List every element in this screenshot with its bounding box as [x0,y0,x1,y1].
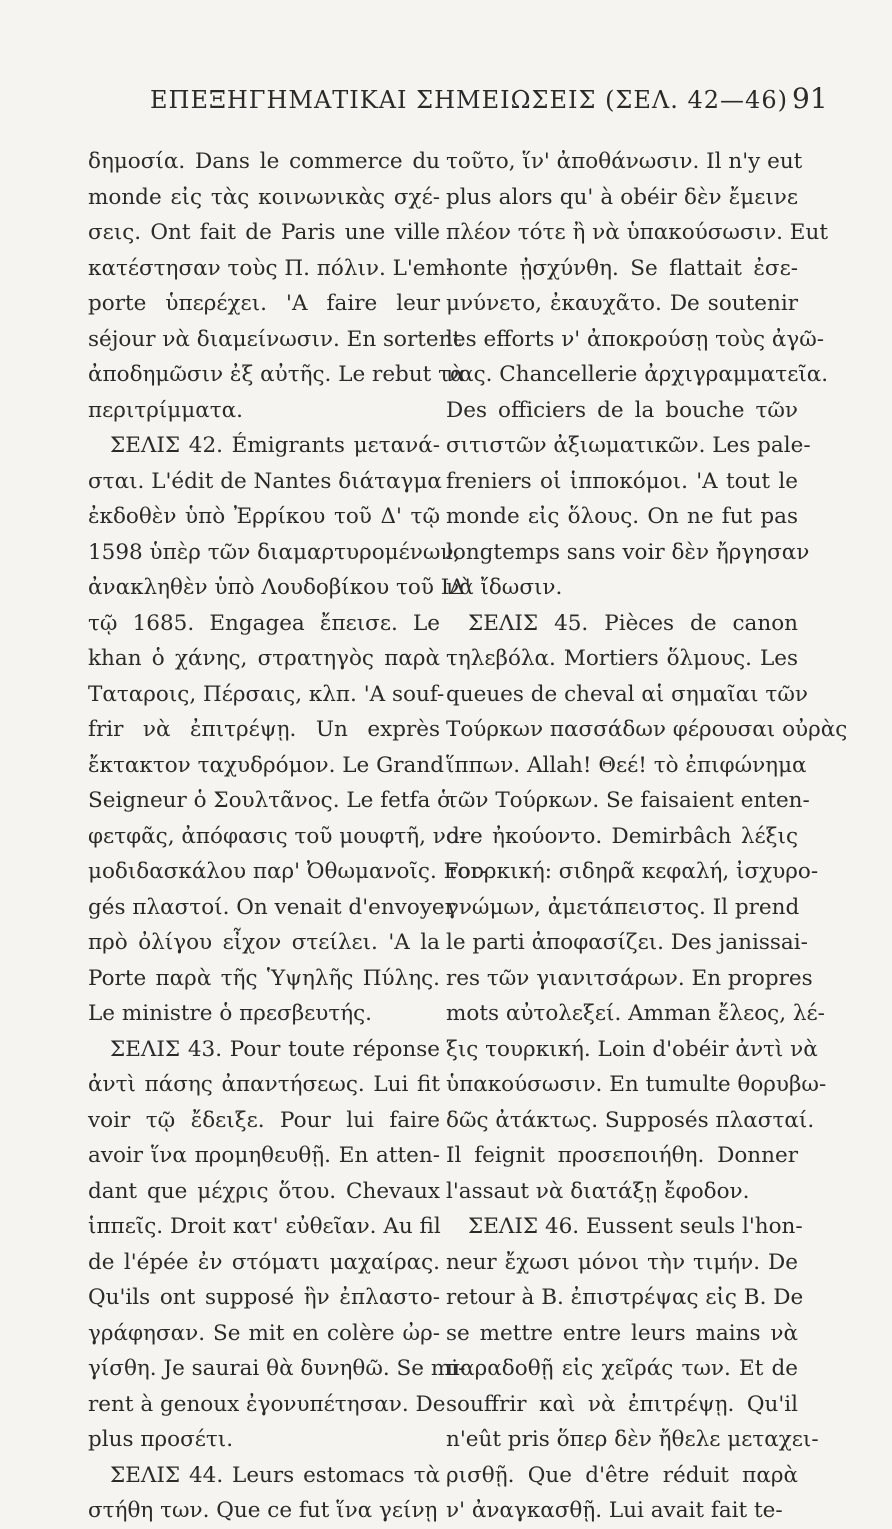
text-line: ΣΕΛΙΣ 42. Émigrants μετανά- [110,433,440,458]
text-line: séjour νὰ διαμείνωσιν. En sortent [88,326,462,352]
page-number: 91 [792,82,828,115]
text-line: Le ministre ὁ πρεσβευτής. [88,1001,372,1026]
text-line: τηλεβόλα. Mortiers ὅλμους. Les [446,646,798,671]
text-line: ΣΕΛΙΣ 43. Pour toute réponse [110,1036,440,1062]
text-line: retour à B. ἐπιστρέψας εἰς B. De [446,1285,804,1310]
text-line: gés πλαστοί. On venait d'envoyer [88,894,455,920]
text-line: δημοσία. Dans le commerce du [88,149,440,174]
text-line: τουρκική: σιδηρᾶ κεφαλή, ἰσχυρο- [446,859,819,884]
text-line: μοδιδασκάλου παρ' Ὀθωμανοῖς. For- [88,859,488,884]
text-line: dre ἠκούοντο. Demirbâch λέξις [446,823,798,849]
text-line: frir νὰ ἐπιτρέψῃ. Un exprès [88,717,440,742]
text-line: ἐκδοθὲν ὑπὸ Ἐρρίκου τοῦ Δ' τῷ [88,504,440,529]
text-line: Des officiers de la bouche τῶν [446,397,798,423]
text-line: voir τῷ ἔδειξε. Pour lui faire [88,1107,440,1133]
text-line: plus alors qu' à obéir δὲν ἔμεινε [446,184,798,210]
text-line: porte ὑπερέχει. 'A faire leur [88,291,440,316]
text-line: κατέστησαν τοὺς Π. πόλιν. L'em- [88,255,454,281]
text-line: se mettre entre leurs mains νὰ [446,1320,798,1346]
text-line: ρισθῇ. Que d'être réduit παρὰ [446,1462,798,1488]
text-line: ΣΕΛΙΣ 46. Eussent seuls l'hon- [468,1214,803,1239]
text-line: ἀνακληθὲν ὑπὸ Λουδοβίκου τοῦ ΙΔ' [88,575,471,600]
text-line: στήθη των. Que ce fut ἵνα γείνῃ [88,1498,438,1523]
text-line: ἱππεῖς. Droit κατ' εὐθεῖαν. Au fil [88,1214,441,1239]
text-line: longtemps sans voir δὲν ἤργησαν [446,539,810,565]
text-line: Τούρκων πασσάδων φέρουσαι οὐρὰς [446,717,848,742]
text-line: πλέον τότε ἢ νὰ ὑπακούσωσιν. Eut [446,220,828,245]
text-line: le parti ἀποφασίζει. Des janissai- [446,930,808,955]
text-line: ἀποδημῶσιν ἐξ αὐτῆς. Le rebut τὰ [88,362,465,387]
text-line: neur ἔχωσι μόνοι τὴν τιμήν. De [446,1249,798,1275]
text-line: νας. Chancellerie ἀρχιγραμματεῖα. [446,362,829,387]
text-line: avoir ἵνα προμηθευθῇ. En atten- [88,1143,440,1168]
text-line: νὰ ἴδωσιν. [446,575,563,600]
text-line: monde εἰς ὅλους. On ne fut pas [446,504,798,529]
text-line: γράφησαν. Se mit en colère ὠρ- [88,1320,440,1346]
text-line: τοῦτο, ἵν' ἀποθάνωσιν. Il n'y eut [446,149,803,174]
text-line: τῷ 1685. Engagea ἔπεισε. Le [88,610,440,636]
text-line: khan ὁ χάνης, στρατηγὸς παρὰ [88,646,440,671]
text-line: Seigneur ὁ Σουλτᾶνος. Le fetfa ὁ [88,788,451,813]
text-line: l'assaut νὰ διατάξῃ ἔφοδον. [446,1178,750,1204]
text-line: n'eût pris ὅπερ δὲν ἤθελε μεταχει- [446,1427,819,1452]
text-line: ἀντὶ πάσης ἀπαντήσεως. Lui fit [88,1072,440,1097]
text-line: σται. L'édit de Nantes διάταγμα [88,468,442,494]
left-column [88,144,488,1529]
text-line: res τῶν γιανιτσάρων. En propres [446,965,813,991]
text-line: queues de cheval αἱ σημαῖαι τῶν [446,681,808,707]
text-line: ὑπακούσωσιν. En tumulte θορυβω- [446,1072,827,1097]
text-line: πρὸ ὀλίγου εἶχον στείλει. 'A la [88,930,440,955]
text-line: honte ᾐσχύνθη. Se flattait ἐσε- [446,255,798,281]
text-line: γνώμων, ἀμετάπειστος. Il prend [446,894,800,920]
text-line: ΣΕΛΙΣ 44. Leurs estomacs τὰ [110,1462,440,1488]
text-line: φετφᾶς, ἀπόφασις τοῦ μουφτῆ, νο- [88,823,467,849]
text-line: ν' ἀναγκασθῇ. Lui avait fait te- [446,1498,783,1523]
text-line: Il feignit προσεποιήθη. Donner [446,1143,798,1168]
text-line: les efforts ν' ἀποκρούσῃ τοὺς ἀγῶ- [446,326,825,352]
text-line: ἔκτακτον ταχυδρόμον. Le Grand [88,752,444,778]
text-line: rent à genoux ἐγονυπέτησαν. De [88,1391,446,1417]
text-line: σιτιστῶν ἀξιωματικῶν. Les pale- [446,433,811,458]
text-line: dant que μέχρις ὅτου. Chevaux [88,1178,440,1204]
text-line: δῶς ἀτάκτως. Supposés πλασταί. [446,1107,815,1133]
text-line: mots αὐτολεξεί. Amman ἔλεος, λέ- [446,1001,825,1026]
text-line: ξις τουρκική. Loin d'obéir ἀντὶ νὰ [446,1036,818,1062]
text-line: μνύνετο, ἐκαυχᾶτο. De soutenir [446,291,798,316]
text-line: τῶν Τούρκων. Se faisaient enten- [446,788,810,813]
text-line: σεις. Ont fait de Paris une ville [88,220,440,245]
running-head: ΕΠΕΞΗΓΗΜΑΤΙΚΑΙ ΣΗΜΕΙΩΣΕΙΣ (ΣΕΛ. 42—46) [150,86,788,114]
text-line: 1598 ὑπὲρ τῶν διαμαρτυρομένων, [88,539,461,565]
text-line: monde εἰς τὰς κοινωνικὰς σχέ- [88,184,440,210]
text-line: γίσθη. Je saurai θὰ δυνηθῶ. Se mi- [88,1356,466,1381]
text-line: περιτρίμματα. [88,397,244,423]
text-line: ΣΕΛΙΣ 45. Pièces de canon [468,610,798,636]
text-line: Porte παρὰ τῆς Ὑψηλῆς Πύλης. [88,965,440,991]
text-line: παραδοθῇ εἰς χεῖράς των. Et de [446,1356,798,1381]
text-line: Ταταροις, Πέρσαις, κλπ. 'A souf- [88,681,445,707]
text-line: freniers οἱ ἱπποκόμοι. 'A tout le [446,468,798,494]
text-line: plus προσέτι. [88,1427,234,1452]
text-line: Qu'ils ont supposé ἣν ἐπλαστο- [88,1285,440,1310]
text-line: de l'épée ἐν στόματι μαχαίρας. [88,1249,440,1275]
text-line: ἵππων. Allah! Θεέ! τὸ ἐπιφώνημα [446,752,807,778]
right-column [446,144,848,1529]
text-line: souffrir καὶ νὰ ἐπιτρέψῃ. Qu'il [446,1391,798,1417]
